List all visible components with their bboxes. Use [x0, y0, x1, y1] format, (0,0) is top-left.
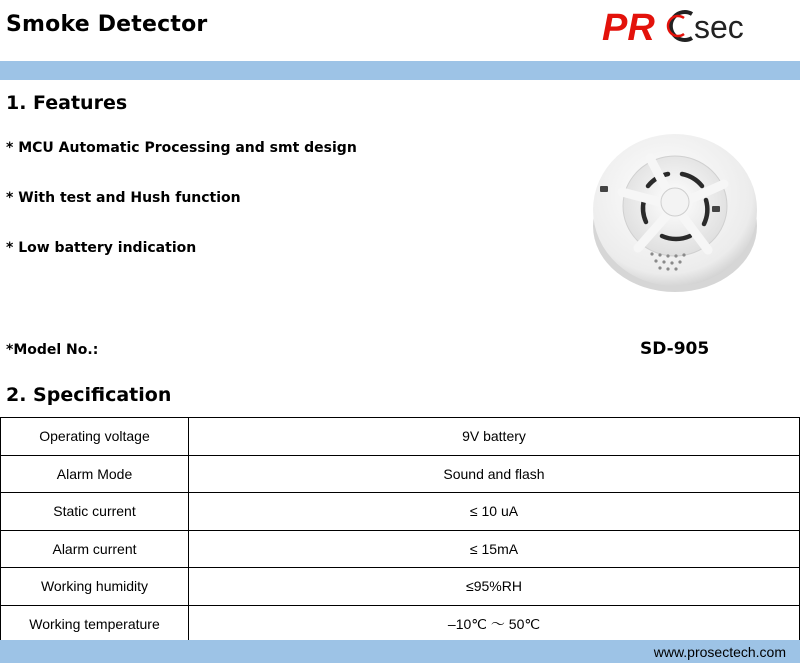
spec-name: Operating voltage	[1, 418, 189, 456]
table-row	[1, 530, 800, 568]
spec-name: Static current	[1, 493, 189, 531]
table-row	[1, 418, 800, 456]
spec-value: ≤ 10 uA	[189, 493, 800, 531]
svg-text:PR: PR	[602, 7, 655, 48]
feature-item: * With test and Hush function	[6, 190, 241, 206]
specification-heading: 2. Specification	[6, 384, 172, 406]
prosec-logo	[600, 4, 770, 48]
page-title: Smoke Detector	[6, 12, 208, 37]
model-label: *Model No.:	[6, 342, 99, 358]
header-band	[0, 61, 800, 80]
svg-text:sec: sec	[694, 9, 744, 45]
table-row	[1, 568, 800, 606]
feature-item: * MCU Automatic Processing and smt design	[6, 140, 357, 156]
spec-value: –10℃ ～ 50℃	[189, 605, 800, 643]
table-row	[1, 493, 800, 531]
spec-value: 9V battery	[189, 418, 800, 456]
spec-name: Alarm current	[1, 530, 189, 568]
spec-value: Sound and flash	[189, 455, 800, 493]
features-heading: 1. Features	[6, 92, 128, 114]
spec-name: Working temperature	[1, 605, 189, 643]
feature-item: * Low battery indication	[6, 240, 197, 256]
spec-value: ≤95%RH	[189, 568, 800, 606]
specification-table	[0, 417, 800, 643]
table-row	[1, 605, 800, 643]
website-link[interactable]: www.prosectech.com	[653, 644, 786, 660]
table-row	[1, 455, 800, 493]
model-value: SD-905	[640, 339, 710, 359]
spec-value: ≤ 15mA	[189, 530, 800, 568]
spec-name: Working humidity	[1, 568, 189, 606]
smoke-detector-image	[590, 122, 760, 294]
spec-name: Alarm Mode	[1, 455, 189, 493]
